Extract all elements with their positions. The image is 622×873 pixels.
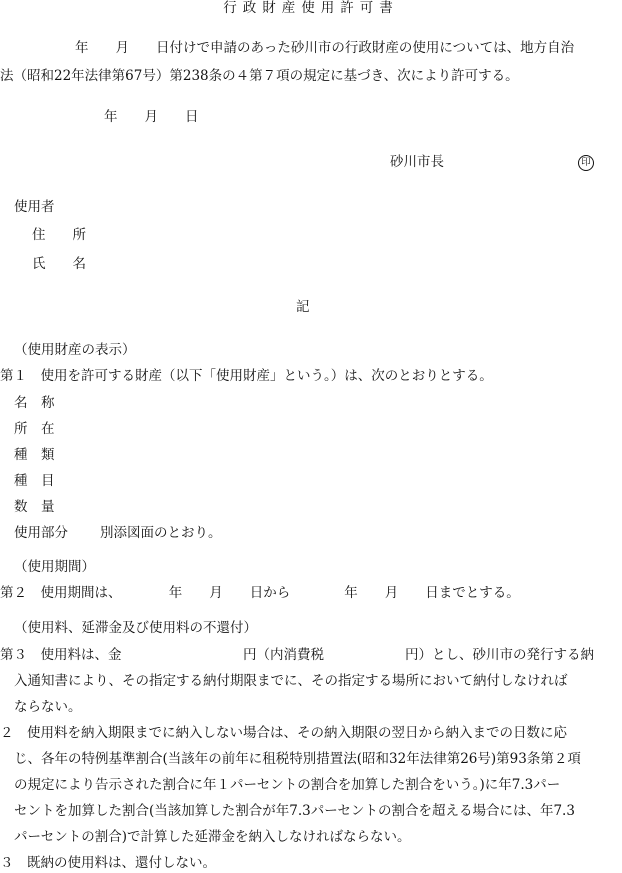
period-heading: （使用期間） (14, 559, 95, 575)
clause-3-3: ３ 既納の使用料は、還付しない。 (0, 855, 216, 871)
property-item-location: 所 在 (14, 421, 55, 437)
document-title: 行政財産使用許可書 (223, 0, 399, 16)
ki-marker: 記 (296, 299, 310, 315)
clause-3-line-2: 入通知書により、その指定する納付期限までに、その指定する場所において納付しなければ (14, 673, 568, 689)
property-part-label: 使用部分 (14, 525, 68, 541)
user-name-label: 氏 名 (32, 256, 86, 272)
clause-3-line-1: 第３ 使用料は、金 円（内消費税 円）とし、砂川市の発行する納 (0, 647, 594, 663)
clause-3-2-line-1: ２ 使用料を納入期限までに納入しない場合は、その納入期限の翌日から納入までの日数に応 (0, 725, 567, 741)
fee-heading: （使用料、延滞金及び使用料の不還付） (14, 620, 257, 636)
clause-2: 第２ 使用期間は、 年 月 日から 年 月 日までとする。 (0, 585, 520, 601)
clause-1: 第１ 使用を許可する財産（以下「使用財産」という。）は、次のとおりとする。 (0, 368, 493, 384)
user-address-label: 住 所 (32, 227, 86, 243)
clause-3-line-3: ならない。 (14, 699, 82, 715)
intro-line-2: 法（昭和22年法律第67号）第238条の４第７項の規定に基づき、次により許可する。 (0, 68, 519, 84)
issuer-name: 砂川市長 (390, 154, 444, 170)
property-item-name: 名 称 (14, 395, 55, 411)
clause-3-2-line-3: の規定により告示された割合に年１パーセントの割合を加算した割合をいう。)に年7.3パー (14, 777, 561, 793)
issue-date: 年 月 日 (104, 109, 199, 125)
property-item-category: 種 目 (14, 473, 55, 489)
seal-mark: 印 (578, 155, 594, 171)
property-item-type: 種 類 (14, 447, 55, 463)
clause-3-2-line-2: じ、各年の特例基準割合(当該年の前年に租税特別措置法(昭和32年法律第26号)第93条第２項 (14, 751, 581, 767)
property-item-quantity: 数 量 (14, 499, 55, 515)
intro-line-1: 年 月 日付けで申請のあった砂川市の行政財産の使用については、地方自治 (75, 40, 575, 56)
user-label: 使用者 (14, 199, 55, 215)
clause-3-2-line-4: セントを加算した割合(当該加算した割合が年7.3パーセントの割合を超える場合には、年7.3 (14, 803, 575, 819)
property-heading: （使用財産の表示） (14, 342, 136, 358)
property-part-value: 別添図面のとおり。 (100, 525, 222, 541)
clause-3-2-line-5: パーセントの割合)で計算した延滞金を納入しなければならない。 (14, 829, 411, 845)
